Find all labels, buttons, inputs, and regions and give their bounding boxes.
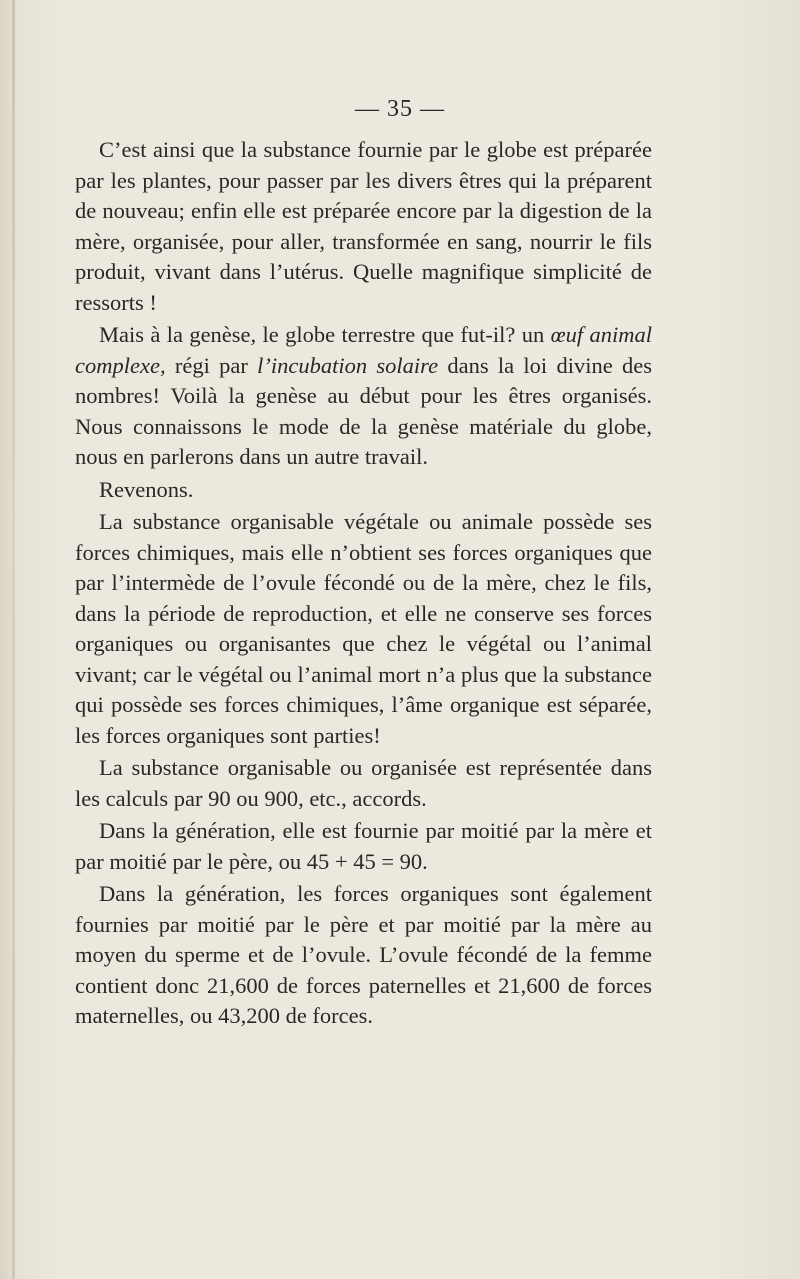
paragraph-genese-part-3: dans la loi divine des nombres! Voilà la genèse au début pour les êtres organisés. Nous connaissons le mode de la genèse matériale du globe, nous en parlerons dans un autre travail. [75, 352, 652, 469]
paragraph-genese [75, 320, 652, 473]
paragraph-representee: La substance organisable ou organisée est représentée dans les calculs par 90 ou 900, etc., accords. [75, 755, 652, 811]
body-text [75, 135, 652, 1034]
binding-gutter [12, 0, 15, 1279]
paragraph-revenons: Revenons. [99, 476, 194, 502]
paragraph-substance-organisable: La substance organisable végétale ou animale possède ses forces chimiques, mais elle n’obtient ses forces organiques que par l’intermède de l’ovule fécondé ou de la mère, chez le fils, dans la période de reproduction, et elle ne conserve ses forces organiques ou organisantes que chez le végétal ou l’animal vivant; car le végétal ou l’animal mort n’a plus que la substance qui possède ses forces chimiques, l’âme organique est séparée, les forces organiques sont parties! [75, 509, 652, 748]
paragraph-substance-globe: C’est ainsi que la substance fournie par le globe est préparée par les plantes, pour passer par les divers êtres qui la préparent de nouveau; enfin elle est préparée encore par la digestion de la mère, organisée, pour aller, transformée en sang, nourrir le fils produit, vivant dans l’utérus. Quelle magnifique simplicité de ressorts ! [75, 137, 652, 315]
italic-oeuf-animal: œuf animal complexe, [75, 322, 653, 378]
paragraph-forces-organiques: Dans la génération, les forces organiques sont également fournies par moitié par le père et par moitié par la mère au moyen du sperme et de l’ovule. L’ovule fécondé de la femme contient donc 21,600 de forces paternelles et 21,600 de forces maternelles, ou 43,200 de forces. [75, 881, 652, 1028]
page-number: — 35 — [355, 96, 445, 122]
italic-incubation-solaire: l’incubation solaire [257, 352, 439, 378]
paragraph-genese-part-1: Mais à la genèse, le globe terrestre que fut-il? un [99, 322, 551, 347]
paragraph-genese-part-2: régi par [165, 352, 258, 378]
paragraph-generation-moitie: Dans la génération, elle est fournie par moitié par la mère et par moitié par le père, ou 45 + 45 = 90. [75, 818, 652, 874]
